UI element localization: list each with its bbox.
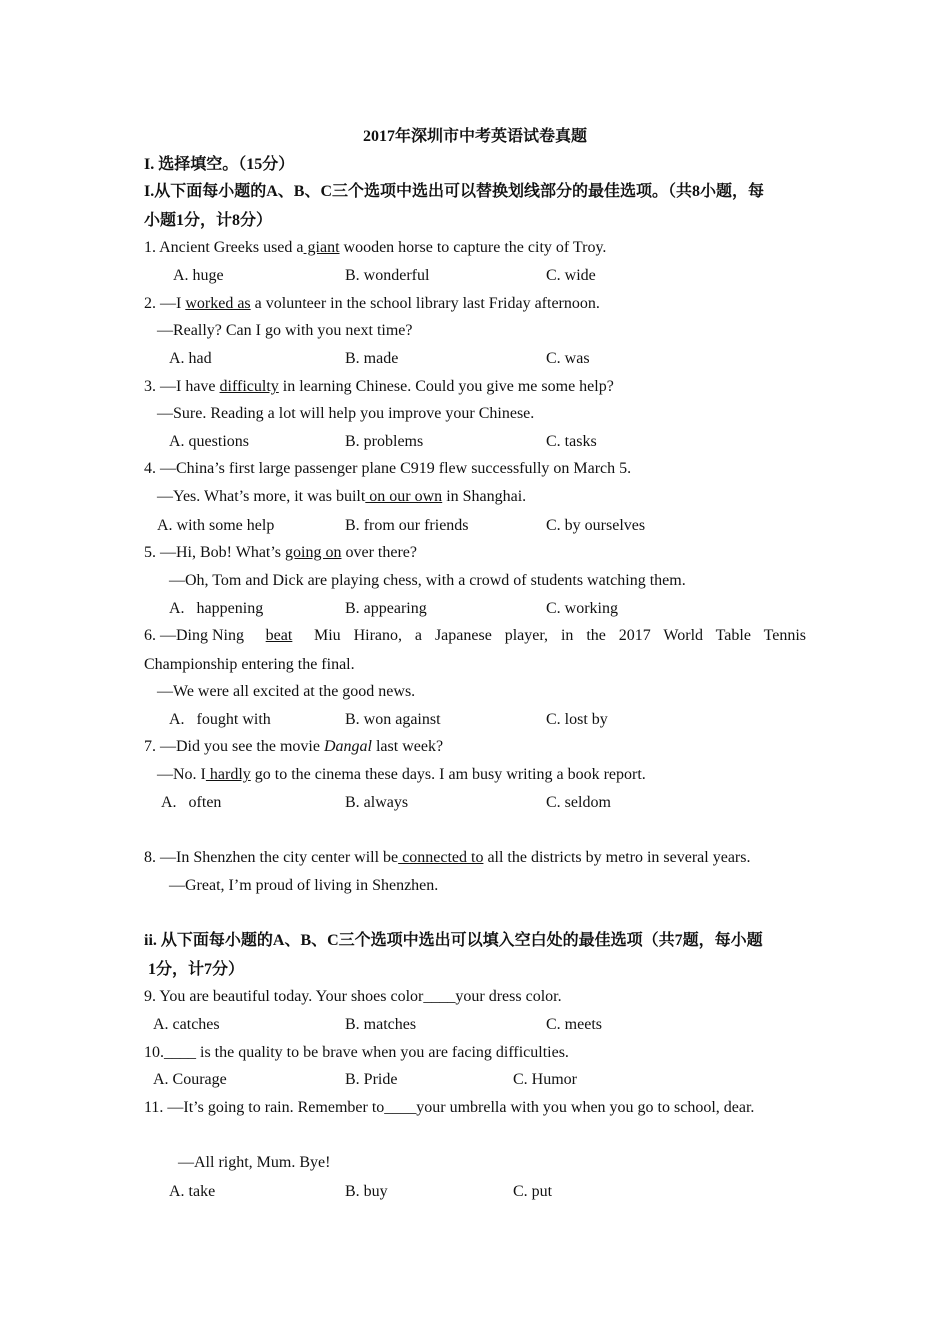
q5-text: 5. —Hi, Bob! What’s [144, 544, 286, 561]
question-9: 9. You are beautiful today. Your shoes color____your dress color. [144, 988, 562, 1005]
q3-underlined: difficulty [219, 378, 279, 395]
q7-underlined: hardly [205, 766, 251, 783]
q7-text-end: last week? [371, 738, 444, 755]
q2-text: 2. —I [144, 295, 186, 312]
q1-underlined: giant [303, 239, 340, 256]
question-6 [144, 626, 806, 646]
q7-option-b: B. always [345, 794, 409, 811]
q3-option-c: C. tasks [546, 433, 597, 450]
q6-text: 6. —Ding Ning [144, 627, 244, 644]
q5-text-end: over there? [341, 544, 417, 561]
q1-option-b: B. wonderful [345, 267, 430, 284]
q6-line2: Championship entering the final. [144, 656, 355, 673]
q9-option-a: A. catches [153, 1016, 220, 1033]
q4-underlined: on our own [365, 488, 443, 505]
q6-underlined: beat [265, 627, 293, 644]
q4-reply-end: in Shanghai. [442, 488, 527, 505]
q4-option-b: B. from our friends [345, 517, 469, 534]
q11-option-a: A. take [169, 1183, 216, 1200]
q3-text: 3. —I have [144, 378, 220, 395]
q5-reply: —Oh, Tom and Dick are playing chess, with a crowd of students watching them. [169, 572, 686, 589]
q7-option-a: A. often [161, 794, 222, 811]
q1-text-end: wooden horse to capture the city of Troy. [339, 239, 607, 256]
q6-reply: —We were all excited at the good news. [157, 683, 416, 700]
q9-option-b: B. matches [345, 1016, 417, 1033]
q6-option-a: A. fought with [169, 711, 271, 728]
question-10: 10.____ is the quality to be brave when you are facing difficulties. [144, 1044, 569, 1061]
section-heading: I. 选择填空。（15分） [144, 156, 295, 173]
q10-option-c: C. Humor [513, 1071, 577, 1088]
q3-option-a: A. questions [169, 433, 249, 450]
q2-underlined: worked as [185, 295, 251, 312]
q3-option-b: B. problems [345, 433, 424, 450]
q5-option-c: C. working [546, 600, 618, 617]
q5-option-b: B. appearing [345, 600, 427, 617]
q4-reply-text: —Yes. What’s more, it was built [157, 488, 366, 505]
question-2 [144, 294, 600, 314]
q7-reply [157, 765, 646, 785]
q4-option-c: C. by ourselves [546, 517, 646, 534]
q3-reply: —Sure. Reading a lot will help you improve your Chinese. [157, 405, 535, 422]
q7-movie-title: Dangal [323, 738, 372, 755]
part1-instruction-line2: 小题1分，计8分） [144, 212, 273, 229]
q6-option-c: C. lost by [546, 711, 608, 728]
q9-option-c: C. meets [546, 1016, 602, 1033]
q5-option-a: A. happening [169, 600, 264, 617]
question-4: 4. —China’s first large passenger plane C919 flew successfully on March 5. [144, 460, 632, 477]
q8-reply: —Great, I’m proud of living in Shenzhen. [169, 877, 439, 894]
part2-instruction-line2: 1分，计7分） [144, 961, 245, 978]
q2-option-b: B. made [345, 350, 399, 367]
q8-underlined: connected to [398, 849, 484, 866]
q7-reply-end: go to the cinema these days. I am busy writing a book report. [250, 766, 646, 783]
q8-text: 8. —In Shenzhen the city center will be [144, 849, 399, 866]
part2-instruction-line1: ii. 从下面每小题的A、B、C三个选项中选出可以填入空白处的最佳选项（共7题，每小题 [144, 932, 763, 949]
page-title: 2017年深圳市中考英语试卷真题 [362, 128, 587, 145]
q7-option-c: C. seldom [546, 794, 611, 811]
q2-option-a: A. had [169, 350, 212, 367]
q1-option-a: A. huge [173, 267, 224, 284]
q10-option-a: A. Courage [153, 1071, 227, 1088]
q7-text: 7. —Did you see the movie [144, 738, 324, 755]
q4-option-a: A. with some help [157, 517, 275, 534]
q1-text: 1. Ancient Greeks used a [144, 239, 304, 256]
question-11: 11. —It’s going to rain. Remember to____your umbrella with you when you go to school, dear. [144, 1099, 755, 1116]
q6-option-b: B. won against [345, 711, 441, 728]
q7-reply-text: —No. I [157, 766, 206, 783]
question-3 [144, 377, 614, 397]
q8-text-end: all the districts by metro in several years. [483, 849, 751, 866]
q2-option-c: C. was [546, 350, 590, 367]
question-8 [144, 848, 750, 868]
question-7 [144, 737, 443, 757]
q3-text-end: in learning Chinese. Could you give me some help? [278, 378, 614, 395]
q11-reply: —All right, Mum. Bye! [178, 1154, 331, 1171]
q4-reply [157, 487, 526, 507]
q11-option-c: C. put [513, 1183, 553, 1200]
q2-text-end: a volunteer in the school library last Friday afternoon. [250, 295, 600, 312]
q11-option-b: B. buy [345, 1183, 388, 1200]
q2-reply: —Really? Can I go with you next time? [157, 322, 413, 339]
q5-underlined: going on [285, 544, 342, 561]
q6-text-end: Miu Hirano, a Japanese player, in the 2017 World Table Tennis [314, 627, 806, 644]
question-1 [144, 238, 606, 258]
q1-option-c: C. wide [546, 267, 596, 284]
q10-option-b: B. Pride [345, 1071, 398, 1088]
question-5 [144, 543, 417, 563]
part1-instruction-line1: I.从下面每小题的A、B、C三个选项中选出可以替换划线部分的最佳选项。（共8小题，每 [144, 183, 765, 200]
